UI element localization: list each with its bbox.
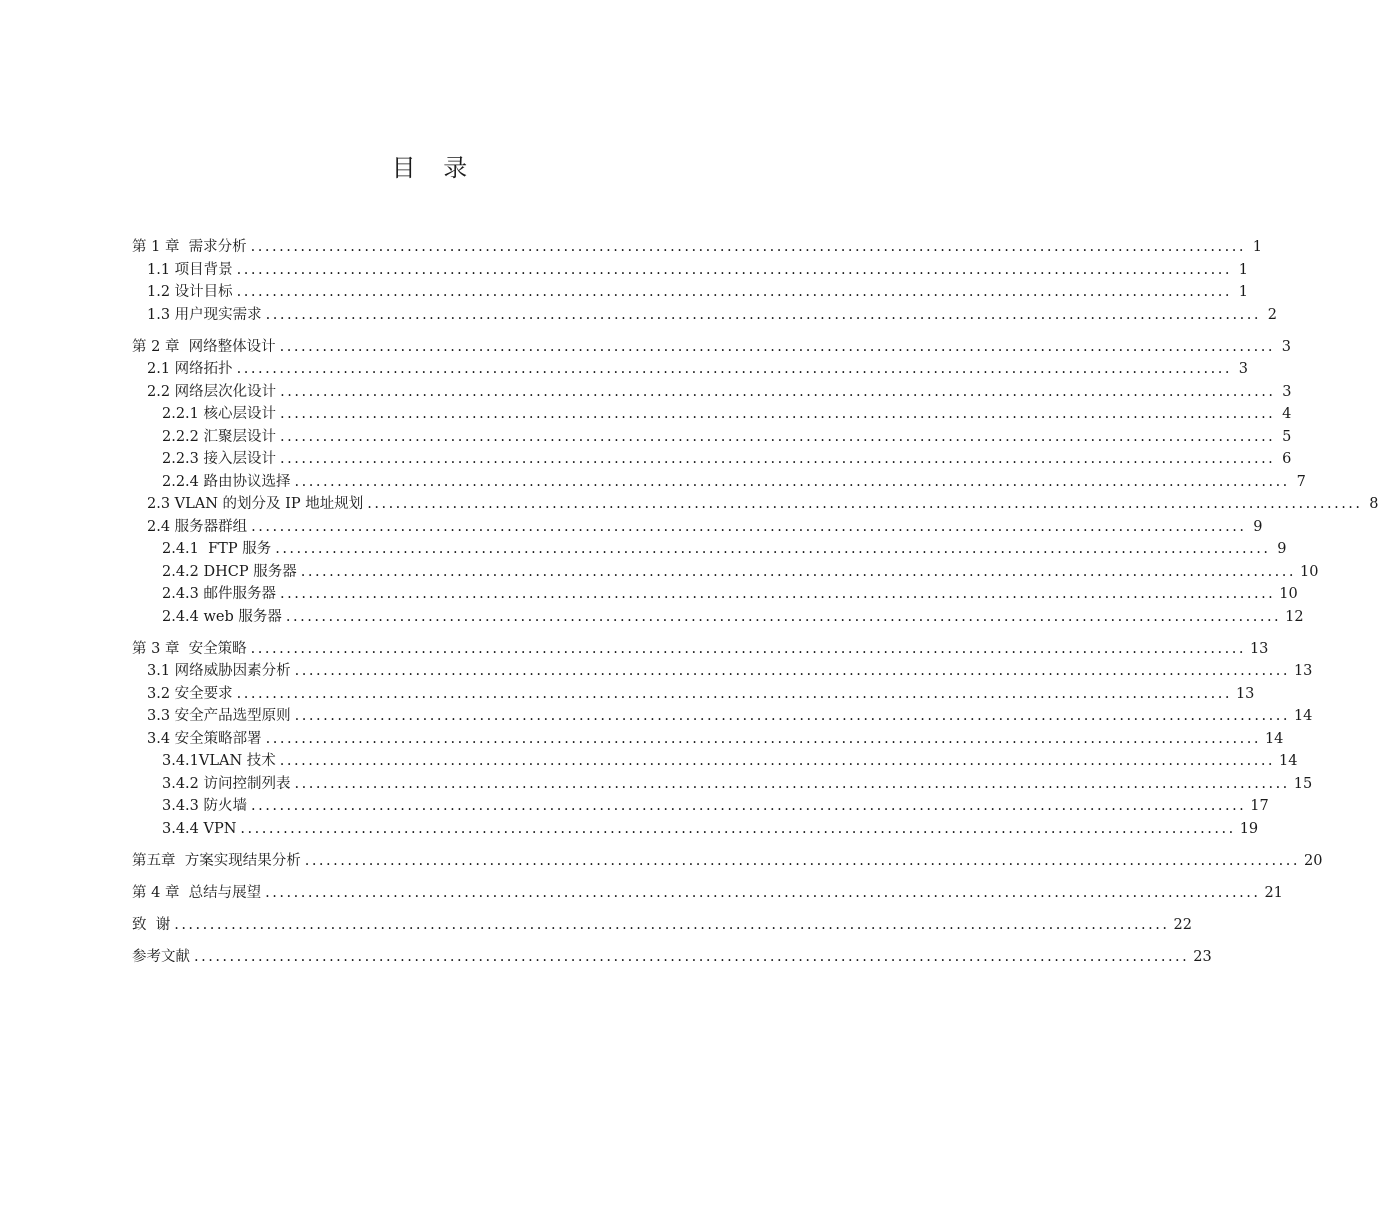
toc-entry-label: 2.4.3 邮件服务器 bbox=[162, 586, 277, 602]
toc-entry[interactable] bbox=[132, 606, 1304, 629]
toc-entry-label: 3.4.4 VPN bbox=[162, 820, 237, 837]
toc-entry-page-number: 1 bbox=[1238, 284, 1248, 300]
toc-entry-page-number: 3 bbox=[1281, 338, 1291, 355]
toc-dot-leader: ............................................................................................................................................ bbox=[294, 473, 1290, 490]
toc-dot-leader: ............................................................................................................................................ bbox=[250, 239, 1246, 255]
toc-entry[interactable] bbox=[132, 638, 1269, 661]
toc-entry[interactable] bbox=[132, 236, 1262, 259]
toc-dot-leader: ............................................................................................................................................ bbox=[294, 775, 1290, 792]
toc-dot-leader: ............................................................................................................................................ bbox=[279, 753, 1276, 769]
toc-entry-label: 3.4.2 访问控制列表 bbox=[162, 775, 291, 792]
toc-entry-label: 3.2 安全要求 bbox=[147, 685, 233, 702]
table-of-contents bbox=[132, 236, 1379, 968]
toc-entry[interactable] bbox=[132, 403, 1292, 426]
toc-entry-label: 3.4.3 防火墙 bbox=[162, 798, 248, 814]
toc-entry-label: 1.1 项目背景 bbox=[147, 261, 233, 278]
toc-dot-leader: ............................................................................................................................................ bbox=[280, 383, 1276, 400]
toc-entry-page-number: 13 bbox=[1293, 663, 1313, 679]
page-title: 目 录 bbox=[391, 154, 478, 182]
toc-entry-page-number: 7 bbox=[1296, 473, 1306, 490]
toc-dot-leader: ............................................................................................................................................ bbox=[279, 338, 1275, 355]
toc-entry-page-number: 14 bbox=[1279, 753, 1298, 769]
toc-entry-label: 参考文献 bbox=[132, 948, 190, 965]
toc-entry-label: 致 谢 bbox=[132, 916, 171, 933]
toc-dot-leader: ............................................................................................................................................ bbox=[294, 663, 1290, 679]
toc-entry-label: 1.3 用户现实需求 bbox=[147, 306, 262, 323]
toc-entry[interactable] bbox=[132, 358, 1248, 381]
toc-entry-page-number: 9 bbox=[1277, 541, 1287, 557]
toc-dot-leader: ............................................................................................................................................ bbox=[251, 518, 1247, 535]
toc-entry-label: 2.4.4 web 服务器 bbox=[162, 608, 282, 625]
toc-entry-page-number: 23 bbox=[1193, 948, 1212, 965]
toc-entry-page-number: 22 bbox=[1173, 916, 1192, 933]
toc-entry-label: 第 3 章 安全策略 bbox=[132, 640, 247, 657]
toc-dot-leader: ............................................................................................................................................ bbox=[236, 284, 1232, 300]
toc-dot-leader: ............................................................................................................................................ bbox=[251, 798, 1247, 814]
toc-entry-label: 第 2 章 网络整体设计 bbox=[132, 338, 276, 355]
toc-dot-leader: ............................................................................................................................................ bbox=[280, 428, 1276, 445]
toc-entry-label: 1.2 设计目标 bbox=[147, 284, 233, 300]
toc-dot-leader: ............................................................................................................................................ bbox=[285, 608, 1282, 625]
toc-entry-label: 2.2.4 路由协议选择 bbox=[162, 473, 291, 490]
toc-dot-leader: ............................................................................................................................................ bbox=[367, 496, 1363, 512]
toc-entry[interactable] bbox=[132, 516, 1263, 539]
toc-entry-page-number: 13 bbox=[1249, 640, 1269, 657]
toc-entry[interactable] bbox=[132, 683, 1255, 706]
toc-entry-label: 3.4 安全策略部署 bbox=[147, 730, 262, 747]
toc-entry-page-number: 5 bbox=[1282, 428, 1292, 445]
toc-entry[interactable] bbox=[132, 946, 1212, 969]
toc-dot-leader: ............................................................................................................................................ bbox=[265, 884, 1261, 901]
toc-entry-page-number: 20 bbox=[1304, 852, 1323, 869]
toc-entry[interactable] bbox=[132, 795, 1269, 818]
toc-entry-label: 2.4.2 DHCP 服务器 bbox=[162, 563, 297, 580]
toc-entry[interactable] bbox=[132, 426, 1292, 449]
toc-entry-page-number: 10 bbox=[1300, 563, 1319, 580]
toc-entry-page-number: 6 bbox=[1282, 451, 1292, 467]
toc-entry[interactable] bbox=[132, 773, 1313, 796]
toc-entry-label: 第五章 方案实现结果分析 bbox=[132, 852, 301, 869]
toc-entry-page-number: 3 bbox=[1238, 361, 1248, 377]
toc-dot-leader: ............................................................................................................................................ bbox=[280, 406, 1276, 422]
toc-entry[interactable] bbox=[132, 471, 1306, 494]
toc-entry-page-number: 13 bbox=[1235, 685, 1255, 702]
toc-entry[interactable] bbox=[132, 705, 1313, 728]
toc-entry[interactable] bbox=[132, 259, 1248, 282]
toc-entry[interactable] bbox=[132, 750, 1298, 773]
toc-entry[interactable] bbox=[132, 304, 1277, 327]
toc-entry-page-number: 4 bbox=[1282, 406, 1292, 422]
toc-entry-page-number: 14 bbox=[1293, 708, 1313, 724]
toc-entry-page-number: 8 bbox=[1369, 496, 1379, 512]
toc-dot-leader: ............................................................................................................................................ bbox=[174, 916, 1170, 933]
toc-entry-page-number: 19 bbox=[1239, 820, 1259, 837]
toc-dot-leader: ............................................................................................................................................ bbox=[250, 640, 1246, 657]
toc-entry[interactable] bbox=[132, 660, 1313, 683]
toc-entry[interactable] bbox=[132, 381, 1292, 404]
toc-entry[interactable] bbox=[132, 561, 1319, 584]
toc-entry-page-number: 2 bbox=[1267, 306, 1277, 323]
toc-dot-leader: ............................................................................................................................................ bbox=[236, 685, 1232, 702]
toc-entry[interactable] bbox=[132, 336, 1291, 359]
toc-entry-page-number: 10 bbox=[1279, 586, 1298, 602]
toc-entry-label: 2.3 VLAN 的划分及 IP 地址规划 bbox=[147, 496, 364, 512]
toc-entry[interactable] bbox=[132, 914, 1192, 937]
toc-dot-leader: ............................................................................................................................................ bbox=[300, 563, 1297, 580]
toc-entry-page-number: 9 bbox=[1253, 518, 1263, 535]
toc-entry-page-number: 1 bbox=[1238, 261, 1248, 278]
toc-dot-leader: ............................................................................................................................................ bbox=[240, 820, 1236, 837]
toc-entry-page-number: 15 bbox=[1293, 775, 1313, 792]
toc-entry-label: 2.2.3 接入层设计 bbox=[162, 451, 277, 467]
toc-entry-label: 3.3 安全产品选型原则 bbox=[147, 708, 291, 724]
toc-dot-leader: ............................................................................................................................................ bbox=[236, 361, 1232, 377]
toc-entry[interactable] bbox=[132, 850, 1323, 873]
toc-dot-leader: ............................................................................................................................................ bbox=[294, 708, 1290, 724]
toc-entry[interactable] bbox=[132, 538, 1287, 561]
toc-dot-leader: ............................................................................................................................................ bbox=[194, 948, 1190, 965]
toc-dot-leader: ............................................................................................................................................ bbox=[280, 586, 1276, 602]
toc-entry[interactable] bbox=[132, 448, 1292, 471]
toc-entry-label: 第 4 章 总结与展望 bbox=[132, 884, 262, 901]
toc-dot-leader: ............................................................................................................................................ bbox=[265, 730, 1261, 747]
toc-entry-label: 2.2.1 核心层设计 bbox=[162, 406, 277, 422]
toc-entry-label: 3.1 网络威胁因素分析 bbox=[147, 663, 291, 679]
toc-entry[interactable] bbox=[132, 728, 1284, 751]
toc-entry-label: 2.2.2 汇聚层设计 bbox=[162, 428, 277, 445]
toc-entry[interactable] bbox=[132, 281, 1248, 304]
toc-dot-leader: ............................................................................................................................................ bbox=[265, 306, 1261, 323]
toc-entry[interactable] bbox=[132, 583, 1298, 606]
toc-entry-page-number: 14 bbox=[1264, 730, 1284, 747]
toc-entry-label: 第 1 章 需求分析 bbox=[132, 239, 247, 255]
toc-entry-page-number: 17 bbox=[1250, 798, 1269, 814]
toc-dot-leader: ............................................................................................................................................ bbox=[304, 852, 1300, 869]
toc-entry-label: 2.1 网络拓扑 bbox=[147, 361, 233, 377]
toc-entry[interactable] bbox=[132, 818, 1259, 841]
toc-dot-leader: ............................................................................................................................................ bbox=[236, 261, 1232, 278]
toc-entry[interactable] bbox=[132, 882, 1283, 905]
toc-entry-page-number: 12 bbox=[1285, 608, 1304, 625]
toc-entry-label: 2.4.1 FTP 服务 bbox=[162, 541, 272, 557]
toc-entry-page-number: 3 bbox=[1282, 383, 1292, 400]
toc-entry-label: 2.4 服务器群组 bbox=[147, 518, 248, 535]
toc-entry-page-number: 1 bbox=[1252, 239, 1262, 255]
toc-entry-label: 2.2 网络层次化设计 bbox=[147, 383, 277, 400]
toc-dot-leader: ............................................................................................................................................ bbox=[275, 541, 1271, 557]
toc-entry-label: 3.4.1VLAN 技术 bbox=[162, 753, 276, 769]
toc-dot-leader: ............................................................................................................................................ bbox=[280, 451, 1276, 467]
toc-entry[interactable] bbox=[132, 493, 1379, 516]
toc-entry-page-number: 21 bbox=[1264, 884, 1283, 901]
